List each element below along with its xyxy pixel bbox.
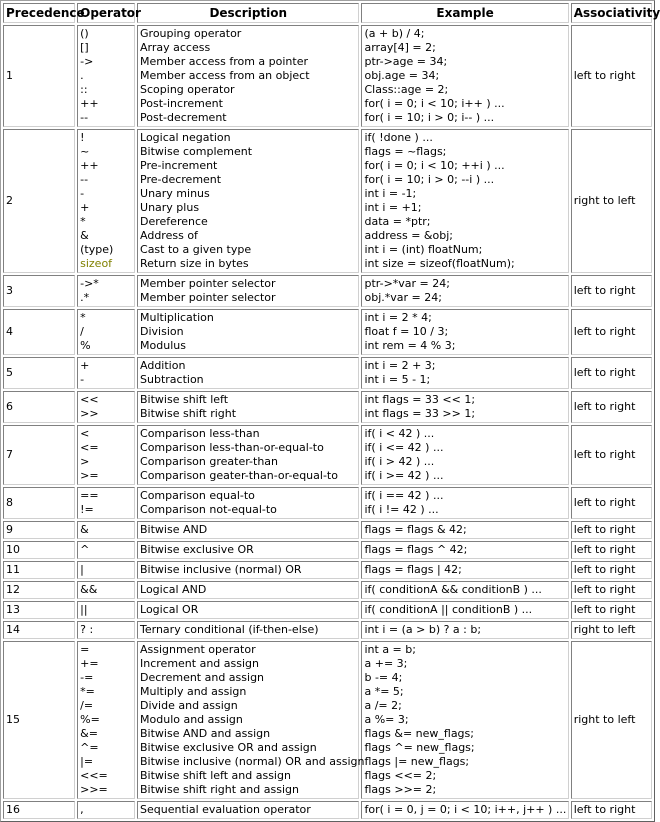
example-item: array[4] = 2; [364, 41, 436, 54]
associativity-cell: left to right [571, 561, 652, 579]
example-item: if( i == 42 ) ... [364, 489, 444, 502]
description-item: Comparison equal-to [140, 489, 255, 502]
example-item: int i = 2 * 4; [364, 311, 432, 324]
example-cell [361, 275, 568, 307]
example-item: b -= 4; [364, 671, 403, 684]
example-item: address = &obj; [364, 229, 453, 242]
operator-item: += [80, 657, 99, 670]
operator-item: |= [80, 755, 94, 768]
precedence-cell: 5 [3, 357, 75, 389]
operator-item: -= [80, 671, 94, 684]
operator-item: + [80, 201, 90, 214]
operator-item: - [80, 373, 85, 386]
table-row [3, 521, 652, 539]
table-row [3, 541, 652, 559]
operator-item: >> [80, 407, 99, 420]
description-cell [137, 621, 359, 639]
associativity-cell: left to right [571, 581, 652, 599]
example-item: for( i = 0, j = 0; i < 10; i++, j++ ) ... [364, 803, 567, 816]
table-row [3, 357, 652, 389]
operator-item: , [80, 803, 84, 816]
description-item: Comparison geater-than-or-equal-to [140, 469, 338, 482]
example-item: obj.*var = 24; [364, 291, 442, 304]
operator-item: + [80, 359, 90, 372]
example-item: data = *ptr; [364, 215, 431, 228]
operator-cell [77, 621, 135, 639]
example-cell [361, 601, 568, 619]
example-item: flags = flags ^ 42; [364, 543, 468, 556]
associativity-cell: left to right [571, 521, 652, 539]
description-item: Comparison less-than [140, 427, 260, 440]
description-item: Assignment operator [140, 643, 256, 656]
description-item: Cast to a given type [140, 243, 252, 256]
example-item: int i = 2 + 3; [364, 359, 436, 372]
operator-cell [77, 601, 135, 619]
description-item: Comparison greater-than [140, 455, 279, 468]
description-cell [137, 391, 359, 423]
example-item: a %= 3; [364, 713, 409, 726]
description-cell [137, 641, 365, 799]
example-cell [361, 541, 568, 559]
example-item: flags = flags | 42; [364, 563, 462, 576]
operator-item: - [80, 187, 85, 200]
operator-item: %= [80, 713, 100, 726]
operator-cell [77, 581, 135, 599]
precedence-cell: 1 [3, 25, 75, 127]
operator-cell [77, 129, 135, 273]
table-row [3, 275, 652, 307]
description-item: Subtraction [140, 373, 204, 386]
precedence-cell: 3 [3, 275, 75, 307]
operator-item: != [80, 503, 94, 516]
associativity-cell: left to right [571, 25, 652, 127]
example-item: int i = 5 - 1; [364, 373, 431, 386]
table-row [3, 641, 652, 799]
description-item: Array access [140, 41, 211, 54]
operator-item: >= [80, 469, 99, 482]
description-item: Bitwise shift left [140, 393, 229, 406]
example-cell [361, 309, 568, 355]
precedence-cell: 6 [3, 391, 75, 423]
operator-item: &= [80, 727, 98, 740]
precedence-cell: 13 [3, 601, 75, 619]
table-row [3, 621, 652, 639]
example-item: if( conditionA && conditionB ) ... [364, 583, 542, 596]
description-item: Bitwise AND [140, 523, 208, 536]
precedence-cell: 15 [3, 641, 75, 799]
operator-item: [] [80, 41, 89, 54]
operator-cell [77, 521, 135, 539]
operator-cell [77, 275, 135, 307]
precedence-cell: 10 [3, 541, 75, 559]
associativity-cell: left to right [571, 425, 652, 485]
description-item: Bitwise shift right and assign [140, 783, 299, 796]
operator-cell [77, 357, 135, 389]
example-cell [361, 561, 568, 579]
description-cell [137, 275, 359, 307]
example-cell [361, 425, 568, 485]
associativity-cell: right to left [571, 129, 652, 273]
operator-item: (type) [80, 243, 114, 256]
example-item: int rem = 4 % 3; [364, 339, 456, 352]
precedence-cell: 16 [3, 801, 75, 819]
operator-item: ++ [80, 159, 99, 172]
operator-item: / [80, 325, 84, 338]
example-item: if( conditionA || conditionB ) ... [364, 603, 533, 616]
precedence-cell: 11 [3, 561, 75, 579]
table-body [3, 25, 652, 819]
description-cell [137, 425, 359, 485]
header-operator: Operator [77, 3, 135, 23]
example-item: flags >>= 2; [364, 783, 437, 796]
operator-item: :: [80, 83, 88, 96]
table-row [3, 581, 652, 599]
example-item: a *= 5; [364, 685, 404, 698]
operator-item: ++ [80, 97, 99, 110]
description-item: Ternary conditional (if-then-else) [140, 623, 319, 636]
operator-item: ^ [80, 543, 90, 556]
example-cell [361, 801, 568, 819]
operator-item: < [80, 427, 90, 440]
description-item: Multiply and assign [140, 685, 247, 698]
example-cell [361, 521, 568, 539]
description-item: Pre-decrement [140, 173, 222, 186]
description-item: Modulo and assign [140, 713, 243, 726]
description-item: Logical negation [140, 131, 231, 144]
description-item: Pre-increment [140, 159, 218, 172]
associativity-cell: right to left [571, 641, 652, 799]
operator-cell [77, 391, 135, 423]
description-item: Logical OR [140, 603, 199, 616]
description-item: Logical AND [140, 583, 207, 596]
description-item: Bitwise inclusive (normal) OR and assign [140, 755, 365, 768]
operator-item: /= [80, 699, 94, 712]
operator-item: & [80, 229, 89, 242]
table-row [3, 309, 652, 355]
example-item: int i = (a > b) ? a : b; [364, 623, 482, 636]
operator-item: ! [80, 131, 85, 144]
operator-item: () [80, 27, 89, 40]
description-item: Post-decrement [140, 111, 227, 124]
description-item: Multiplication [140, 311, 214, 324]
example-item: flags <<= 2; [364, 769, 437, 782]
operator-item: -> [80, 55, 94, 68]
example-item: (a + b) / 4; [364, 27, 425, 40]
precedence-cell: 7 [3, 425, 75, 485]
operator-cell [77, 25, 135, 127]
description-item: Bitwise AND and assign [140, 727, 271, 740]
description-item: Unary minus [140, 187, 210, 200]
table-row [3, 801, 652, 819]
description-item: Sequential evaluation operator [140, 803, 311, 816]
associativity-cell: left to right [571, 541, 652, 559]
description-cell [137, 129, 359, 273]
header-associativity: Associativity [571, 3, 652, 23]
description-item: Modulus [140, 339, 186, 352]
example-item: Class::age = 2; [364, 83, 449, 96]
operator-item: | [80, 563, 84, 576]
operator-cell [77, 801, 135, 819]
operator-item: ^= [80, 741, 99, 754]
example-cell [361, 129, 568, 273]
description-item: Post-increment [140, 97, 223, 110]
example-cell [361, 621, 568, 639]
example-item: int i = (int) floatNum; [364, 243, 483, 256]
operator-item: ->* [80, 277, 99, 290]
description-item: Return size in bytes [140, 257, 249, 270]
operator-item: = [80, 643, 90, 656]
operator-item: % [80, 339, 91, 352]
description-item: Unary plus [140, 201, 200, 214]
operator-item: ? : [80, 623, 94, 636]
example-item: flags = flags & 42; [364, 523, 467, 536]
associativity-cell: left to right [571, 275, 652, 307]
description-item: Bitwise exclusive OR [140, 543, 254, 556]
description-item: Bitwise complement [140, 145, 253, 158]
example-item: float f = 10 / 3; [364, 325, 449, 338]
description-item: Bitwise shift right [140, 407, 237, 420]
operator-cell [77, 541, 135, 559]
description-item: Member pointer selector [140, 277, 276, 290]
table-row [3, 25, 652, 127]
example-item: int i = +1; [364, 201, 422, 214]
example-item: if( i >= 42 ) ... [364, 469, 444, 482]
example-cell [361, 391, 568, 423]
operator-item: <<= [80, 769, 108, 782]
operator-item: sizeof [80, 257, 113, 270]
example-item: for( i = 10; i > 0; i-- ) ... [364, 111, 495, 124]
table-row [3, 561, 652, 579]
example-item: ptr->age = 34; [364, 55, 448, 68]
description-item: Member access from an object [140, 69, 310, 82]
example-item: if( i < 42 ) ... [364, 427, 435, 440]
table-row [3, 487, 652, 519]
example-item: int flags = 33 >> 1; [364, 407, 476, 420]
associativity-cell: right to left [571, 621, 652, 639]
description-item: Bitwise exclusive OR and assign [140, 741, 317, 754]
precedence-cell: 8 [3, 487, 75, 519]
description-cell [137, 561, 359, 579]
example-item: a += 3; [364, 657, 408, 670]
example-item: if( i <= 42 ) ... [364, 441, 444, 454]
description-cell [137, 581, 359, 599]
description-cell [137, 601, 359, 619]
description-cell [137, 25, 359, 127]
description-cell [137, 357, 359, 389]
header-example: Example [361, 3, 568, 23]
description-item: Bitwise shift left and assign [140, 769, 291, 782]
table-row [3, 129, 652, 273]
description-cell [137, 541, 359, 559]
example-item: flags = ~flags; [364, 145, 447, 158]
example-item: int size = sizeof(floatNum); [364, 257, 515, 270]
example-item: int i = -1; [364, 187, 417, 200]
description-item: Division [140, 325, 184, 338]
example-item: if( !done ) ... [364, 131, 433, 144]
description-cell [137, 309, 359, 355]
operator-item: && [80, 583, 98, 596]
example-item: a /= 2; [364, 699, 402, 712]
description-item: Addition [140, 359, 186, 372]
description-item: Member access from a pointer [140, 55, 308, 68]
header-description: Description [137, 3, 359, 23]
example-cell [361, 581, 568, 599]
description-item: Comparison less-than-or-equal-to [140, 441, 324, 454]
operator-cell [77, 641, 135, 799]
description-cell [137, 801, 359, 819]
associativity-cell: left to right [571, 309, 652, 355]
operator-item: -- [80, 173, 89, 186]
operator-item: & [80, 523, 89, 536]
associativity-cell: left to right [571, 357, 652, 389]
header-precedence: Precedence [3, 3, 75, 23]
example-item: for( i = 0; i < 10; i++ ) ... [364, 97, 505, 110]
precedence-cell: 2 [3, 129, 75, 273]
example-item: flags &= new_flags; [364, 727, 474, 740]
operator-item: > [80, 455, 90, 468]
example-item: flags ^= new_flags; [364, 741, 475, 754]
description-item: Scoping operator [140, 83, 235, 96]
table-row [3, 601, 652, 619]
example-item: for( i = 0; i < 10; ++i ) ... [364, 159, 505, 172]
table-row [3, 391, 652, 423]
operator-cell [77, 487, 135, 519]
operator-cell [77, 309, 135, 355]
example-item: for( i = 10; i > 0; --i ) ... [364, 173, 495, 186]
example-item: int a = b; [364, 643, 416, 656]
operator-item: >>= [80, 783, 108, 796]
operator-cell [77, 561, 135, 579]
description-item: Comparison not-equal-to [140, 503, 277, 516]
example-item: if( i > 42 ) ... [364, 455, 435, 468]
associativity-cell: left to right [571, 601, 652, 619]
description-item: Grouping operator [140, 27, 242, 40]
associativity-cell: left to right [571, 487, 652, 519]
description-item: Decrement and assign [140, 671, 265, 684]
example-cell [361, 641, 568, 799]
operator-cell [77, 425, 135, 485]
operator-item: *= [80, 685, 95, 698]
header-row [3, 3, 652, 23]
operator-item: * [80, 311, 86, 324]
associativity-cell: left to right [571, 801, 652, 819]
operator-item: . [80, 69, 84, 82]
table-row [3, 425, 652, 485]
example-item: if( i != 42 ) ... [364, 503, 439, 516]
operator-item: -- [80, 111, 89, 124]
operator-item: * [80, 215, 86, 228]
description-cell [137, 521, 359, 539]
operator-item: ~ [80, 145, 90, 158]
associativity-cell: left to right [571, 391, 652, 423]
example-cell [361, 487, 568, 519]
description-item: Bitwise inclusive (normal) OR [140, 563, 302, 576]
operator-item: << [80, 393, 99, 406]
description-item: Member pointer selector [140, 291, 276, 304]
example-cell [361, 357, 568, 389]
description-item: Address of [140, 229, 198, 242]
example-cell [361, 25, 568, 127]
example-item: int flags = 33 << 1; [364, 393, 476, 406]
example-item: flags |= new_flags; [364, 755, 470, 768]
description-item: Divide and assign [140, 699, 238, 712]
operator-item: <= [80, 441, 99, 454]
precedence-cell: 14 [3, 621, 75, 639]
operator-item: || [80, 603, 88, 616]
description-item: Increment and assign [140, 657, 259, 670]
operator-item: .* [80, 291, 90, 304]
operator-item: == [80, 489, 99, 502]
example-item: obj.age = 34; [364, 69, 440, 82]
example-item: ptr->*var = 24; [364, 277, 450, 290]
precedence-cell: 4 [3, 309, 75, 355]
description-cell [137, 487, 359, 519]
precedence-cell: 9 [3, 521, 75, 539]
precedence-cell: 12 [3, 581, 75, 599]
description-item: Dereference [140, 215, 208, 228]
